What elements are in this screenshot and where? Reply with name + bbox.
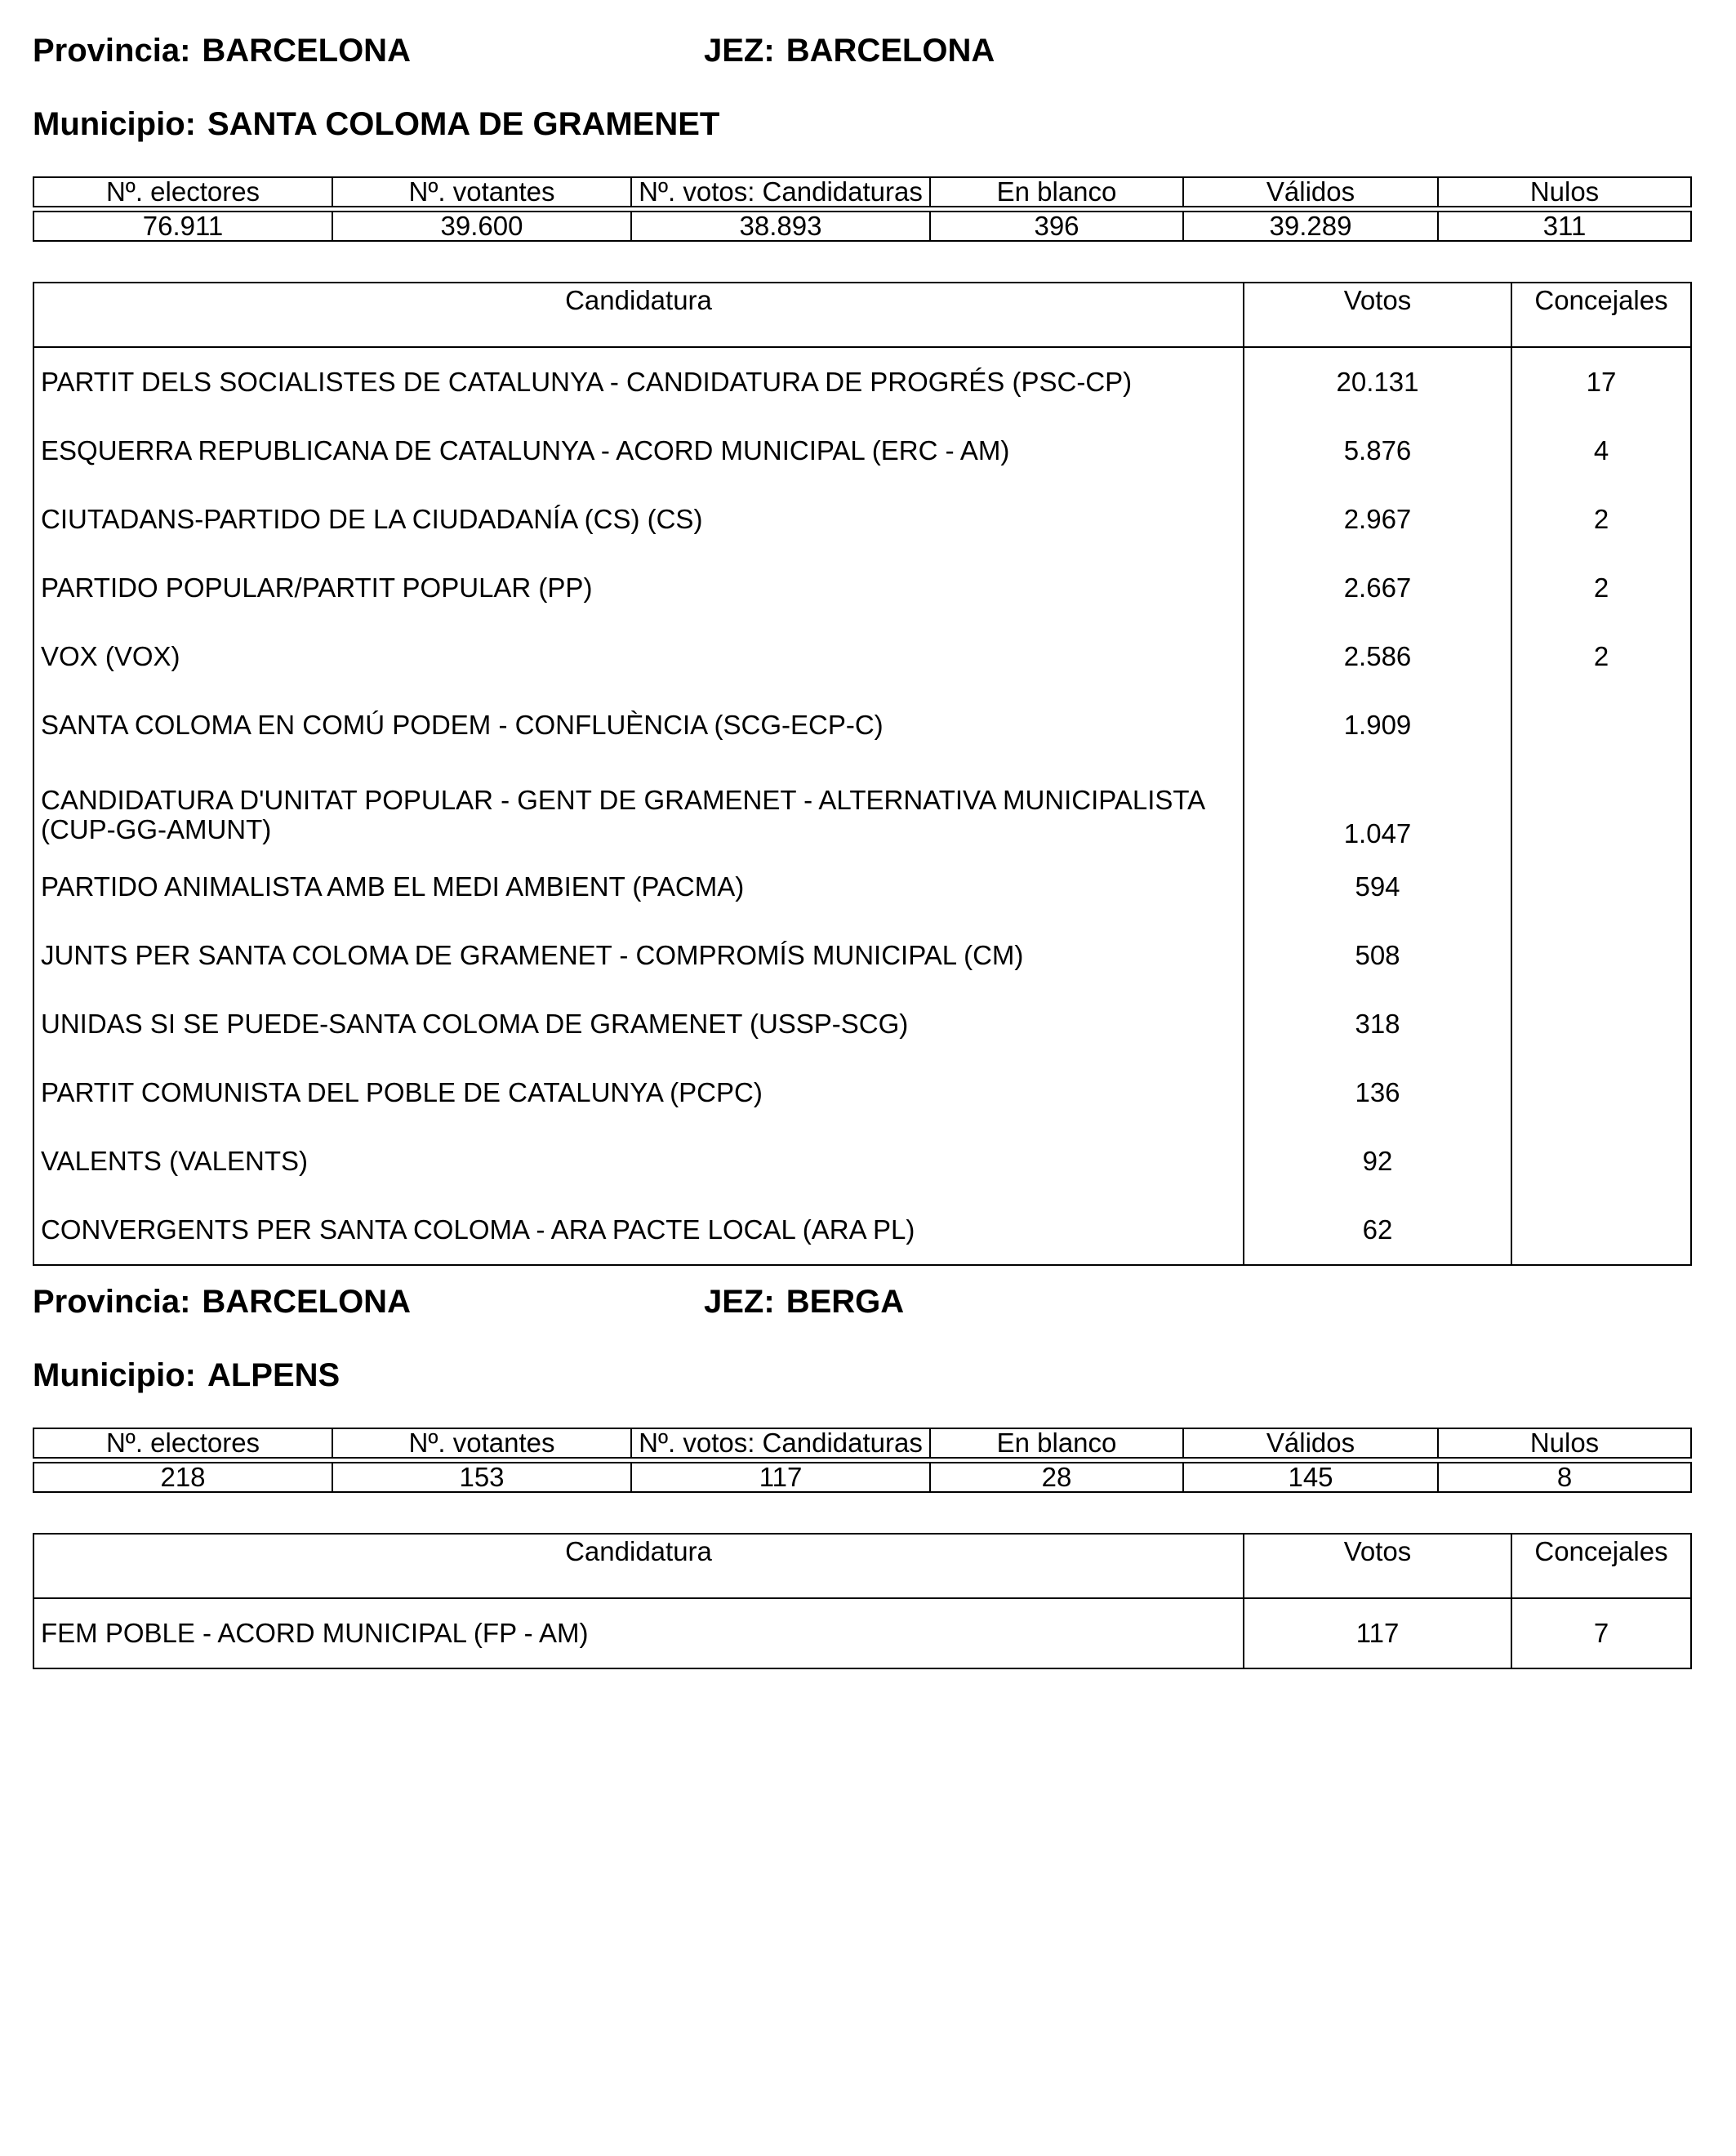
stats-header-cell: Válidos [1183, 177, 1438, 207]
stats-header-cell: Válidos [1183, 1428, 1438, 1458]
candidate-name: ESQUERRA REPUBLICANA DE CATALUNYA - ACORD MUNICIPAL (ERC - AM) [41, 435, 1010, 466]
candidate-name: JUNTS PER SANTA COLOMA DE GRAMENET - COMPROMÍS MUNICIPAL (CM) [41, 940, 1024, 970]
candidate-row [33, 1598, 1691, 1668]
candidate-seats [1511, 921, 1691, 990]
candidate-votes: 2.667 [1244, 554, 1511, 622]
candidate-name: PARTIT COMUNISTA DEL POBLE DE CATALUNYA (PCPC) [41, 1077, 763, 1107]
candidatura-header: Candidatura [33, 283, 1244, 347]
stats-header-cell: Nº. votantes [332, 177, 631, 207]
candidate-name: FEM POBLE - ACORD MUNICIPAL (FP - AM) [41, 1618, 589, 1648]
jez-value: BARCELONA [786, 33, 995, 69]
provincia-value: BARCELONA [202, 1284, 411, 1320]
candidate-row [33, 1058, 1691, 1127]
candidate-row [33, 853, 1691, 921]
candidate-votes: 594 [1244, 853, 1511, 921]
stats-value-row [33, 212, 1691, 241]
stats-header-cell: En blanco [930, 177, 1183, 207]
stats-value-cell: 396 [930, 212, 1183, 241]
candidate-seats [1511, 691, 1691, 760]
candidate-votes: 508 [1244, 921, 1511, 990]
candidate-name: PARTIDO ANIMALISTA AMB EL MEDI AMBIENT (PACMA) [41, 871, 745, 902]
candidate-votes: 136 [1244, 1058, 1511, 1127]
candidate-seats [1511, 1196, 1691, 1265]
candidate-seats: 2 [1511, 554, 1691, 622]
candidate-row [33, 1196, 1691, 1265]
municipio-value: SANTA COLOMA DE GRAMENET [207, 106, 720, 142]
stats-header-row [33, 1428, 1691, 1458]
candidates-header-row [33, 1534, 1691, 1598]
candidate-name: UNIDAS SI SE PUEDE-SANTA COLOMA DE GRAMENET (USSP-SCG) [41, 1009, 909, 1039]
candidate-seats: 2 [1511, 622, 1691, 691]
stats-value-cell: 311 [1438, 212, 1691, 241]
provincia-label: Provincia: [33, 1284, 191, 1320]
stats-header-cell: Nº. votos: Candidaturas [631, 177, 930, 207]
candidate-row [33, 416, 1691, 485]
candidate-votes: 62 [1244, 1196, 1511, 1265]
stats-header-cell: Nº. electores [33, 177, 332, 207]
stats-value-cell: 38.893 [631, 212, 930, 241]
candidate-votes: 318 [1244, 990, 1511, 1058]
stats-value-cell: 8 [1438, 1463, 1691, 1492]
stats-value-cell: 28 [930, 1463, 1183, 1492]
candidate-name: VALENTS (VALENTS) [41, 1146, 309, 1176]
stats-table [33, 1428, 1692, 1493]
concejales-header: Concejales [1511, 1534, 1691, 1598]
stats-header-row [33, 177, 1691, 207]
stats-value-cell: 218 [33, 1463, 332, 1492]
provincia-value: BARCELONA [202, 33, 411, 69]
municipio-value: ALPENS [207, 1357, 341, 1393]
candidate-seats: 17 [1511, 347, 1691, 416]
stats-header-cell: Nº. votos: Candidaturas [631, 1428, 930, 1458]
candidate-votes: 20.131 [1244, 347, 1511, 416]
jez-value: BERGA [786, 1284, 905, 1320]
candidatura-header: Candidatura [33, 1534, 1244, 1598]
stats-header-cell: Nº. votantes [332, 1428, 631, 1458]
candidate-seats: 7 [1511, 1598, 1691, 1668]
candidate-name: VOX (VOX) [41, 641, 180, 671]
candidate-row [33, 990, 1691, 1058]
candidate-row [33, 554, 1691, 622]
candidates-table [33, 1533, 1692, 1669]
candidate-seats [1511, 760, 1691, 853]
jez-header [704, 1282, 904, 1321]
provincia-header [33, 1282, 411, 1321]
stats-value-cell: 153 [332, 1463, 631, 1492]
votos-header: Votos [1244, 1534, 1511, 1598]
stats-value-cell: 145 [1183, 1463, 1438, 1492]
stats-value-cell: 39.600 [332, 212, 631, 241]
candidate-name: SANTA COLOMA EN COMÚ PODEM - CONFLUÈNCIA (SCG-ECP-C) [41, 710, 884, 740]
jez-label: JEZ: [704, 33, 775, 69]
jez-label: JEZ: [704, 1284, 775, 1320]
jez-header [704, 31, 995, 70]
candidate-row [33, 347, 1691, 416]
candidate-votes: 5.876 [1244, 416, 1511, 485]
candidate-seats [1511, 1127, 1691, 1196]
candidate-name: CANDIDATURA D'UNITAT POPULAR - GENT DE GRAMENET - ALTERNATIVA MUNICIPALISTA (CUP-GG-AMUNT) [41, 785, 1204, 844]
candidate-votes: 1.047 [1244, 760, 1511, 853]
municipio-label: Municipio: [33, 1357, 196, 1393]
stats-table [33, 176, 1692, 242]
stats-value-cell: 117 [631, 1463, 930, 1492]
candidate-name: PARTIT DELS SOCIALISTES DE CATALUNYA - CANDIDATURA DE PROGRÉS (PSC-CP) [41, 367, 1133, 397]
candidate-votes: 2.967 [1244, 485, 1511, 554]
provincia-label: Provincia: [33, 33, 191, 69]
municipio-header [33, 1356, 340, 1395]
candidate-row [33, 622, 1691, 691]
provincia-header [33, 31, 411, 70]
candidate-row [33, 760, 1691, 853]
candidate-seats [1511, 990, 1691, 1058]
candidates-header-row [33, 283, 1691, 347]
stats-header-cell: Nulos [1438, 177, 1691, 207]
stats-header-cell: Nulos [1438, 1428, 1691, 1458]
votos-header: Votos [1244, 283, 1511, 347]
candidate-row [33, 921, 1691, 990]
candidate-seats: 4 [1511, 416, 1691, 485]
municipio-label: Municipio: [33, 106, 196, 142]
concejales-header: Concejales [1511, 283, 1691, 347]
candidate-seats [1511, 1058, 1691, 1127]
candidate-name: CIUTADANS-PARTIDO DE LA CIUDADANÍA (CS) (CS) [41, 504, 703, 534]
candidate-votes: 1.909 [1244, 691, 1511, 760]
stats-header-cell: Nº. electores [33, 1428, 332, 1458]
candidate-name: PARTIDO POPULAR/PARTIT POPULAR (PP) [41, 572, 593, 603]
stats-value-cell: 39.289 [1183, 212, 1438, 241]
stats-value-row [33, 1463, 1691, 1492]
candidates-table [33, 282, 1692, 1266]
candidate-row [33, 485, 1691, 554]
candidate-votes: 117 [1244, 1598, 1511, 1668]
candidate-row [33, 691, 1691, 760]
candidate-seats: 2 [1511, 485, 1691, 554]
candidate-votes: 2.586 [1244, 622, 1511, 691]
candidate-name: CONVERGENTS PER SANTA COLOMA - ARA PACTE LOCAL (ARA PL) [41, 1214, 915, 1245]
candidate-votes: 92 [1244, 1127, 1511, 1196]
candidate-seats [1511, 853, 1691, 921]
municipio-header [33, 105, 719, 144]
stats-header-cell: En blanco [930, 1428, 1183, 1458]
candidate-row [33, 1127, 1691, 1196]
stats-value-cell: 76.911 [33, 212, 332, 241]
